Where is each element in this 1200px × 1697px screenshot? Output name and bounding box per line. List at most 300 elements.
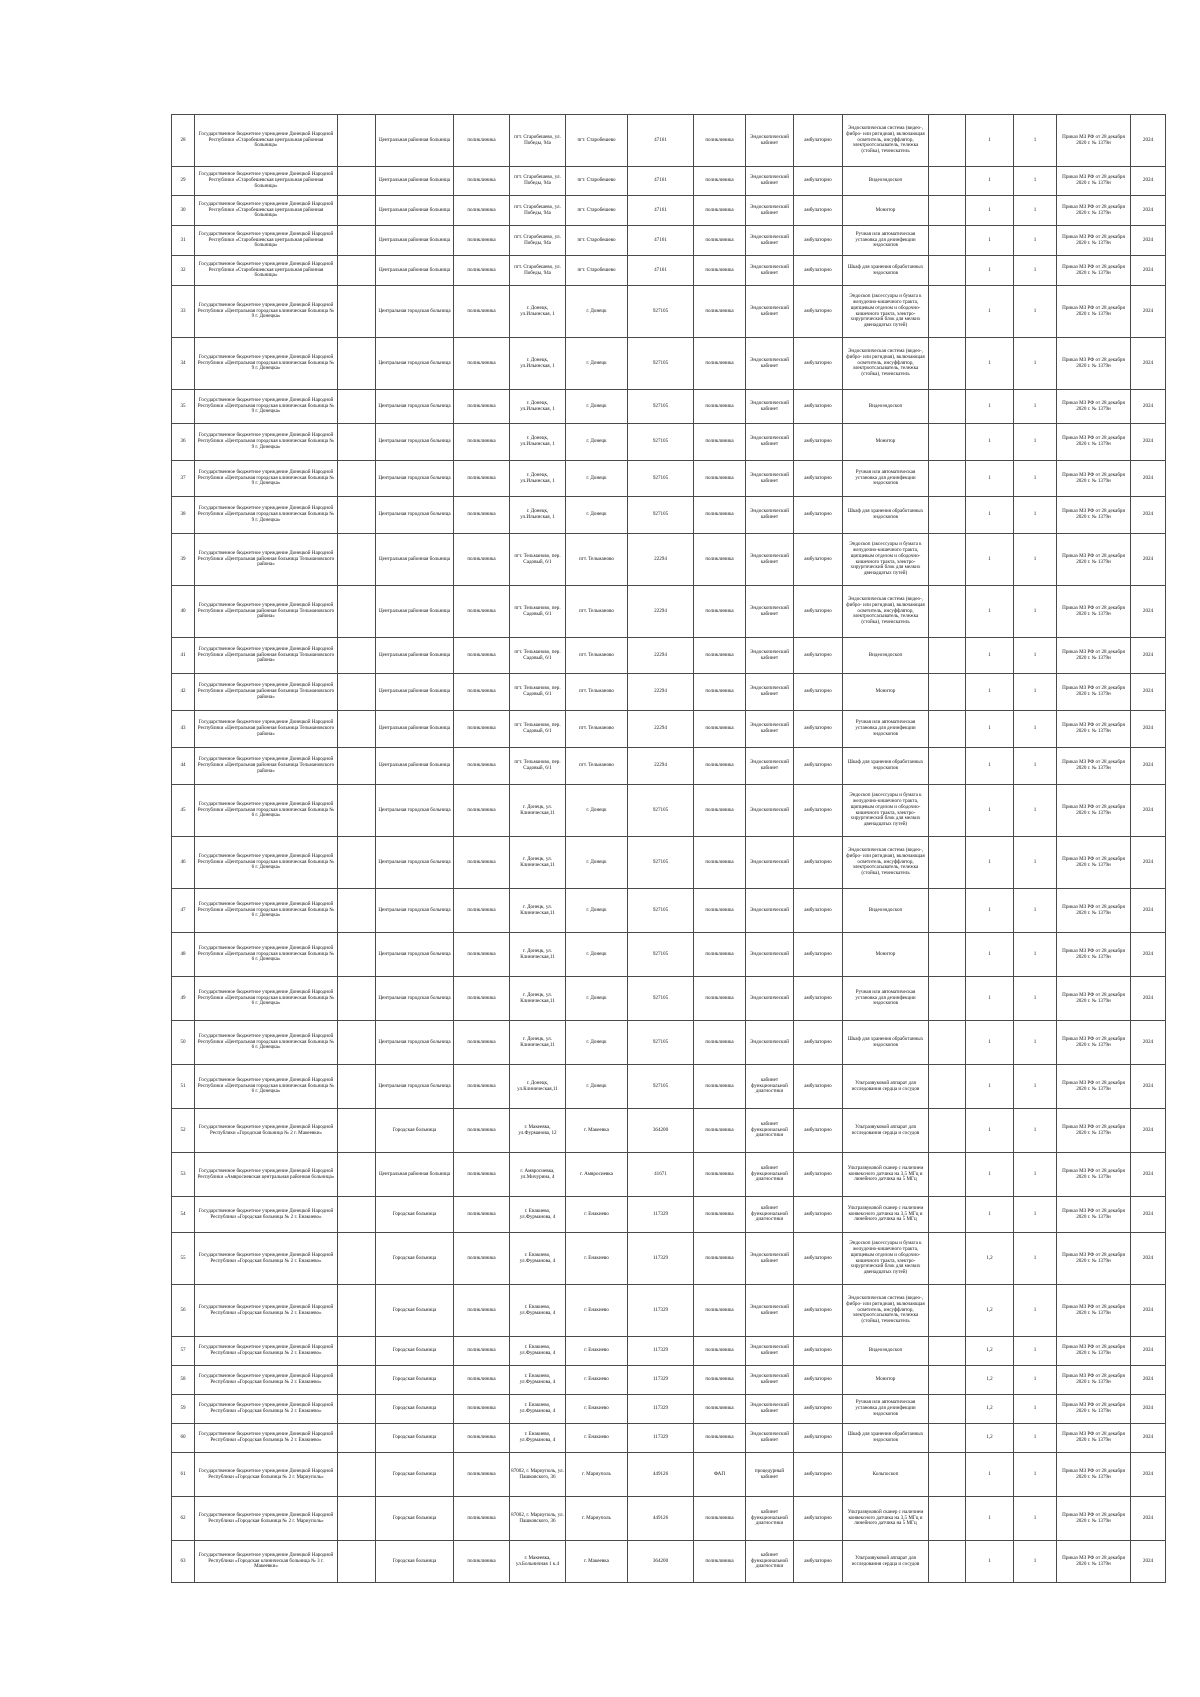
care-condition: амбулаторно <box>794 1497 843 1541</box>
locality: г. Енакиево <box>566 1197 628 1233</box>
equipment-name: Шкаф для хранения обработанных эндоскопов <box>843 497 929 534</box>
quantity-standard: 1 <box>966 115 1014 167</box>
address: пгт. Тельманово, пер. Садовый, 6/1 <box>510 534 566 586</box>
quantity-standard: 1 <box>966 226 1014 256</box>
table-row <box>172 497 1166 534</box>
oktmo-code: 117329 <box>628 1197 694 1233</box>
regulatory-order: Приказ МЗ РФ от 28 декабря 2020 г. № 1379н <box>1057 286 1131 338</box>
subdivision: ФАП <box>694 1453 746 1497</box>
oktmo-code: 927105 <box>628 977 694 1021</box>
row-number: 50 <box>172 1021 195 1065</box>
locality: г. Амвросиевка <box>566 1153 628 1197</box>
row-number: 46 <box>172 837 195 889</box>
cabinet-name: Эндоскопический кабинет <box>746 286 794 338</box>
oktmo-code: 927105 <box>628 837 694 889</box>
cabinet-name: кабинет функциональной диагностики <box>746 1109 794 1153</box>
empty-cell <box>338 1337 376 1366</box>
row-number: 44 <box>172 748 195 785</box>
empty-cell <box>929 977 966 1021</box>
organization-name: Государственное бюджетное учреждение Донецкой Народной Республики «Городская больница № 2 г. Енакиево» <box>195 1197 338 1233</box>
locality: г. Енакиево <box>566 1366 628 1395</box>
address: пгт. Тельманово, пер. Садовый, 6/1 <box>510 711 566 748</box>
oktmo-code: 47161 <box>628 115 694 167</box>
facility-type: Центральная городская больница <box>376 933 454 977</box>
row-number: 56 <box>172 1285 195 1337</box>
cabinet-name: процедурный кабинет <box>746 1453 794 1497</box>
facility-type: Центральная районная больница <box>376 196 454 226</box>
regulatory-order: Приказ МЗ РФ от 28 декабря 2020 г. № 1379н <box>1057 1197 1131 1233</box>
row-number: 59 <box>172 1395 195 1424</box>
facility-type: Городская больница <box>376 1541 454 1583</box>
subdivision: поликлиника <box>694 1285 746 1337</box>
address: г. Енакиево, ул.Фурманова, 4 <box>510 1366 566 1395</box>
locality: г. Мариуполь <box>566 1497 628 1541</box>
oktmo-code: 927105 <box>628 497 694 534</box>
cabinet-name: Эндоскопический кабинет <box>746 1395 794 1424</box>
quantity-required: 1 <box>1014 1197 1057 1233</box>
locality: г. Донецк <box>566 338 628 390</box>
year: 2024 <box>1131 889 1166 933</box>
regulatory-order: Приказ МЗ РФ от 28 декабря 2020 г. № 1379н <box>1057 748 1131 785</box>
care-condition: амбулаторно <box>794 1153 843 1197</box>
unit-form: поликлиника <box>454 1021 510 1065</box>
subdivision: поликлиника <box>694 1153 746 1197</box>
equipment-name: Ручная или автоматическая установка для дезинфекции эндоскопов <box>843 226 929 256</box>
empty-cell <box>338 390 376 424</box>
empty-cell <box>338 167 376 196</box>
oktmo-code: 22294 <box>628 674 694 711</box>
quantity-required: 1 <box>1014 586 1057 638</box>
table-row <box>172 711 1166 748</box>
oktmo-code: 927105 <box>628 286 694 338</box>
regulatory-order: Приказ МЗ РФ от 28 декабря 2020 г. № 1379н <box>1057 1285 1131 1337</box>
subdivision: поликлиника <box>694 338 746 390</box>
oktmo-code: 927105 <box>628 933 694 977</box>
empty-cell <box>929 226 966 256</box>
organization-name: Государственное бюджетное учреждение Донецкой Народной Республики «Старобешевская центральная районная больница» <box>195 167 338 196</box>
equipment-name: Монитор <box>843 674 929 711</box>
table-row <box>172 115 1166 167</box>
unit-form: поликлиника <box>454 534 510 586</box>
care-condition: амбулаторно <box>794 1424 843 1453</box>
quantity-required: 1 <box>1014 1065 1057 1109</box>
cabinet-name: кабинет функциональной диагностики <box>746 1153 794 1197</box>
organization-name: Государственное бюджетное учреждение Донецкой Народной Республики «Городская больница № 2 г. Енакиево» <box>195 1233 338 1285</box>
table-row <box>172 1453 1166 1497</box>
regulatory-order: Приказ МЗ РФ от 28 декабря 2020 г. № 1379н <box>1057 1453 1131 1497</box>
facility-type: Центральная городская больница <box>376 785 454 837</box>
quantity-required: 1 <box>1014 390 1057 424</box>
quantity-required: 1 <box>1014 933 1057 977</box>
regulatory-order: Приказ МЗ РФ от 28 декабря 2020 г. № 1379н <box>1057 1021 1131 1065</box>
address: г. Донецк, ул. Клиническая,11 <box>510 933 566 977</box>
empty-cell <box>338 226 376 256</box>
locality: пгт. Тельманово <box>566 674 628 711</box>
empty-cell <box>929 711 966 748</box>
organization-name: Государственное бюджетное учреждение Донецкой Народной Республики «Центральная городская клиническая больница № 6 г. Донецка» <box>195 977 338 1021</box>
subdivision: поликлиника <box>694 711 746 748</box>
equipment-name: Ультразвуковой сканер с наличием конвексного датчика на 3,5 МГц и линейного датчика на 5 МГц <box>843 1153 929 1197</box>
facility-type: Центральная городская больница <box>376 286 454 338</box>
facility-type: Центральная городская больница <box>376 461 454 497</box>
oktmo-code: 47161 <box>628 196 694 226</box>
table-row <box>172 461 1166 497</box>
organization-name: Государственное бюджетное учреждение Донецкой Народной Республики «Городская больница № 2 г. Енакиево» <box>195 1285 338 1337</box>
row-number: 48 <box>172 933 195 977</box>
year: 2024 <box>1131 256 1166 286</box>
regulatory-order: Приказ МЗ РФ от 28 декабря 2020 г. № 1379н <box>1057 1366 1131 1395</box>
facility-type: Городская больница <box>376 1233 454 1285</box>
row-number: 37 <box>172 461 195 497</box>
empty-cell <box>929 338 966 390</box>
care-condition: амбулаторно <box>794 534 843 586</box>
oktmo-code: 22294 <box>628 711 694 748</box>
quantity-standard: 1 <box>966 837 1014 889</box>
organization-name: Государственное бюджетное учреждение Донецкой Народной Республики «Городская больница № 2 г. Енакиево» <box>195 1366 338 1395</box>
equipment-name: Видеоэндоскоп <box>843 167 929 196</box>
quantity-required: 1 <box>1014 711 1057 748</box>
quantity-required: 1 <box>1014 785 1057 837</box>
cabinet-name: Эндоскопический кабинет <box>746 167 794 196</box>
table-row <box>172 424 1166 461</box>
empty-cell <box>338 1424 376 1453</box>
quantity-standard: 1 <box>966 785 1014 837</box>
year: 2024 <box>1131 711 1166 748</box>
care-condition: амбулаторно <box>794 196 843 226</box>
oktmo-code: 117329 <box>628 1337 694 1366</box>
unit-form: поликлиника <box>454 497 510 534</box>
cabinet-name: Эндоскопический кабинет <box>746 424 794 461</box>
equipment-name: Эндоскоп (аксессуары и бумага к желудочно-кишечного тракта, щипцевым отделом и ободочно-кишечного тракта, электро-хирургический блок для мелких двенадцатых путей) <box>843 534 929 586</box>
locality: пгт. Тельманово <box>566 748 628 785</box>
empty-cell <box>338 256 376 286</box>
unit-form: поликлиника <box>454 586 510 638</box>
organization-name: Государственное бюджетное учреждение Донецкой Народной Республики «Центральная районная больница Тельмановского района» <box>195 674 338 711</box>
empty-cell <box>338 1109 376 1153</box>
empty-cell <box>929 1233 966 1285</box>
unit-form: поликлиника <box>454 1197 510 1233</box>
empty-cell <box>929 837 966 889</box>
row-number: 29 <box>172 167 195 196</box>
empty-cell <box>929 1197 966 1233</box>
quantity-standard: 1 <box>966 338 1014 390</box>
year: 2024 <box>1131 1424 1166 1453</box>
cabinet-name: Эндоскопический кабинет <box>746 338 794 390</box>
unit-form: поликлиника <box>454 785 510 837</box>
organization-name: Государственное бюджетное учреждение Донецкой Народной Республики «Городская клиническая больница № 3 г. Макеевки» <box>195 1541 338 1583</box>
equipment-name: Видеоэндоскоп <box>843 638 929 674</box>
oktmo-code: 927105 <box>628 390 694 424</box>
organization-name: Государственное бюджетное учреждение Донецкой Народной Республики «Центральная городская клиническая больница № 9 г. Донецка» <box>195 286 338 338</box>
table-row <box>172 1109 1166 1153</box>
table-row <box>172 785 1166 837</box>
row-number: 52 <box>172 1109 195 1153</box>
care-condition: амбулаторно <box>794 1021 843 1065</box>
table-row <box>172 1366 1166 1395</box>
row-number: 54 <box>172 1197 195 1233</box>
empty-cell <box>929 586 966 638</box>
table-row <box>172 1021 1166 1065</box>
quantity-standard: 1 <box>966 424 1014 461</box>
care-condition: амбулаторно <box>794 1197 843 1233</box>
cabinet-name: Эндоскопический <box>746 889 794 933</box>
empty-cell <box>338 1541 376 1583</box>
unit-form: поликлиника <box>454 1285 510 1337</box>
oktmo-code: 927105 <box>628 785 694 837</box>
locality: пгт. Старобешево <box>566 196 628 226</box>
care-condition: амбулаторно <box>794 889 843 933</box>
facility-type: Центральная городская больница <box>376 1065 454 1109</box>
regulatory-order: Приказ МЗ РФ от 28 декабря 2020 г. № 1379н <box>1057 167 1131 196</box>
quantity-required: 1 <box>1014 461 1057 497</box>
care-condition: амбулаторно <box>794 638 843 674</box>
quantity-standard: 1 <box>966 748 1014 785</box>
quantity-required: 1 <box>1014 1233 1057 1285</box>
empty-cell <box>929 167 966 196</box>
table-row <box>172 933 1166 977</box>
regulatory-order: Приказ МЗ РФ от 28 декабря 2020 г. № 1379н <box>1057 977 1131 1021</box>
subdivision: поликлиника <box>694 837 746 889</box>
cabinet-name: Эндоскопический кабинет <box>746 534 794 586</box>
quantity-required: 1 <box>1014 1395 1057 1424</box>
regulatory-order: Приказ МЗ РФ от 28 декабря 2020 г. № 1379н <box>1057 586 1131 638</box>
quantity-required: 1 <box>1014 424 1057 461</box>
quantity-standard: 1,2 <box>966 1337 1014 1366</box>
equipment-name: Видеоэндоскоп <box>843 1337 929 1366</box>
care-condition: амбулаторно <box>794 933 843 977</box>
organization-name: Государственное бюджетное учреждение Донецкой Народной Республики «Городская больница № 2 г. Мариуполь» <box>195 1453 338 1497</box>
year: 2024 <box>1131 424 1166 461</box>
locality: пгт. Старобешево <box>566 226 628 256</box>
address: пгт. Тельманово, пер. Садовый, 6/1 <box>510 748 566 785</box>
care-condition: амбулаторно <box>794 1366 843 1395</box>
row-number: 30 <box>172 196 195 226</box>
table-row <box>172 638 1166 674</box>
regulatory-order: Приказ МЗ РФ от 28 декабря 2020 г. № 1379н <box>1057 785 1131 837</box>
locality: г. Донецк <box>566 497 628 534</box>
regulatory-order: Приказ МЗ РФ от 28 декабря 2020 г. № 1379н <box>1057 1065 1131 1109</box>
organization-name: Государственное бюджетное учреждение Донецкой Народной Республики «Центральная городская клиническая больница № 9 г. Донецка» <box>195 461 338 497</box>
quantity-required: 1 <box>1014 1337 1057 1366</box>
cabinet-name: Эндоскопический кабинет <box>746 674 794 711</box>
row-number: 28 <box>172 115 195 167</box>
care-condition: амбулаторно <box>794 338 843 390</box>
oktmo-code: 449126 <box>628 1497 694 1541</box>
care-condition: амбулаторно <box>794 837 843 889</box>
equipment-name: Шкаф для хранения обработанных эндоскопов <box>843 1424 929 1453</box>
equipment-name: Монитор <box>843 424 929 461</box>
quantity-required: 1 <box>1014 1541 1057 1583</box>
empty-cell <box>338 196 376 226</box>
quantity-standard: 1 <box>966 390 1014 424</box>
address: г. Донецк, ул. Клиническая,11 <box>510 785 566 837</box>
cabinet-name: Эндоскопический <box>746 933 794 977</box>
table-row <box>172 390 1166 424</box>
equipment-name: Эндоскопическая система (видео-, фибро- или ригидная), включающая осветитель, инсуффлятор, электроотсасыватель, тележка (стойка), течеискатель <box>843 1285 929 1337</box>
quantity-required: 1 <box>1014 256 1057 286</box>
quantity-required: 1 <box>1014 286 1057 338</box>
locality: г. Мариуполь <box>566 1453 628 1497</box>
quantity-standard: 1 <box>966 1453 1014 1497</box>
facility-type: Центральная городская больница <box>376 889 454 933</box>
quantity-standard: 1 <box>966 256 1014 286</box>
address: пгт. Тельманово, пер. Садовый, 6/1 <box>510 674 566 711</box>
oktmo-code: 47161 <box>628 167 694 196</box>
cabinet-name: Эндоскопический кабинет <box>746 196 794 226</box>
unit-form: поликлиника <box>454 711 510 748</box>
cabinet-name: кабинет функциональной диагностики <box>746 1197 794 1233</box>
regulatory-order: Приказ МЗ РФ от 28 декабря 2020 г. № 1379н <box>1057 338 1131 390</box>
care-condition: амбулаторно <box>794 1233 843 1285</box>
oktmo-code: 47161 <box>628 256 694 286</box>
empty-cell <box>338 711 376 748</box>
unit-form: поликлиника <box>454 1109 510 1153</box>
empty-cell <box>929 286 966 338</box>
quantity-required: 1 <box>1014 534 1057 586</box>
facility-type: Центральная районная больница <box>376 1153 454 1197</box>
equipment-name: Эндоскопическая система (видео-, фибро- или ригидная), включающая осветитель, инсуффлятор, электроотсасыватель, тележка (стойка), течеискатель <box>843 837 929 889</box>
locality: г. Донецк <box>566 933 628 977</box>
row-number: 31 <box>172 226 195 256</box>
equipment-name: Ручная или автоматическая установка для дезинфекции эндоскопов <box>843 711 929 748</box>
subdivision: поликлиника <box>694 1021 746 1065</box>
quantity-standard: 1 <box>966 889 1014 933</box>
subdivision: поликлиника <box>694 1424 746 1453</box>
regulatory-order: Приказ МЗ РФ от 28 декабря 2020 г. № 1379н <box>1057 674 1131 711</box>
care-condition: амбулаторно <box>794 674 843 711</box>
oktmo-code: 22294 <box>628 748 694 785</box>
unit-form: поликлиника <box>454 226 510 256</box>
oktmo-code: 117329 <box>628 1285 694 1337</box>
subdivision: поликлиника <box>694 1541 746 1583</box>
equipment-name: Монитор <box>843 196 929 226</box>
year: 2024 <box>1131 390 1166 424</box>
empty-cell <box>929 1541 966 1583</box>
year: 2024 <box>1131 933 1166 977</box>
quantity-required: 1 <box>1014 1021 1057 1065</box>
cabinet-name: кабинет функциональной диагностики <box>746 1497 794 1541</box>
care-condition: амбулаторно <box>794 256 843 286</box>
facility-type: Центральная районная больница <box>376 586 454 638</box>
unit-form: поликлиника <box>454 674 510 711</box>
cabinet-name: Эндоскопический кабинет <box>746 586 794 638</box>
address: пгт. Старобешево, ул. Победы, 94а <box>510 226 566 256</box>
address: г. Донецк, ул.Ильинская, 1 <box>510 461 566 497</box>
organization-name: Государственное бюджетное учреждение Донецкой Народной Республики «Центральная районная больница Тельмановского района» <box>195 586 338 638</box>
cabinet-name: Эндоскопический <box>746 785 794 837</box>
cabinet-name: Эндоскопический кабинет <box>746 115 794 167</box>
locality: г. Донецк <box>566 461 628 497</box>
address: г. Донецк, ул.Ильинская, 1 <box>510 424 566 461</box>
subdivision: поликлиника <box>694 256 746 286</box>
quantity-required: 1 <box>1014 226 1057 256</box>
quantity-standard: 1 <box>966 1153 1014 1197</box>
year: 2024 <box>1131 1233 1166 1285</box>
care-condition: амбулаторно <box>794 497 843 534</box>
empty-cell <box>338 674 376 711</box>
year: 2024 <box>1131 461 1166 497</box>
table-row <box>172 977 1166 1021</box>
unit-form: поликлиника <box>454 1366 510 1395</box>
empty-cell <box>338 1395 376 1424</box>
empty-cell <box>929 256 966 286</box>
oktmo-code: 22294 <box>628 534 694 586</box>
equipment-name: Ультразвуковой аппарат для исследования сердца и сосудов <box>843 1541 929 1583</box>
empty-cell <box>929 196 966 226</box>
oktmo-code: 41671 <box>628 1153 694 1197</box>
subdivision: поликлиника <box>694 115 746 167</box>
quantity-required: 1 <box>1014 837 1057 889</box>
row-number: 47 <box>172 889 195 933</box>
subdivision: поликлиника <box>694 534 746 586</box>
oktmo-code: 117329 <box>628 1395 694 1424</box>
year: 2024 <box>1131 1497 1166 1541</box>
unit-form: поликлиника <box>454 933 510 977</box>
row-number: 61 <box>172 1453 195 1497</box>
row-number: 40 <box>172 586 195 638</box>
facility-type: Городская больница <box>376 1497 454 1541</box>
address: г. Енакиево, ул.Фурманова, 4 <box>510 1337 566 1366</box>
equipment-name: Эндоскоп (аксессуары и бумага к желудочно-кишечного тракта, щипцевым отделом и ободочно-кишечного тракта, электро-хирургический блок для мелких двенадцатых путей) <box>843 286 929 338</box>
table-row <box>172 1285 1166 1337</box>
equipment-name: Ультразвуковой аппарат для исследования сердца и сосудов <box>843 1065 929 1109</box>
locality: пгт. Тельманово <box>566 534 628 586</box>
facility-type: Городская больница <box>376 1285 454 1337</box>
care-condition: амбулаторно <box>794 785 843 837</box>
cabinet-name: Эндоскопический кабинет <box>746 748 794 785</box>
table-row <box>172 1541 1166 1583</box>
address: г. Донецк, ул.Ильинская, 1 <box>510 338 566 390</box>
care-condition: амбулаторно <box>794 1453 843 1497</box>
empty-cell <box>338 115 376 167</box>
year: 2024 <box>1131 1065 1166 1109</box>
regulatory-order: Приказ МЗ РФ от 28 декабря 2020 г. № 1379н <box>1057 534 1131 586</box>
row-number: 42 <box>172 674 195 711</box>
care-condition: амбулаторно <box>794 286 843 338</box>
subdivision: поликлиника <box>694 196 746 226</box>
cabinet-name: Эндоскопический кабинет <box>746 390 794 424</box>
equipment-name: Эндоскопическая система (видео-, фибро- или ригидная), включающая осветитель, инсуффлятор, электроотсасыватель, тележка (стойка), течеискатель <box>843 338 929 390</box>
quantity-standard: 1,2 <box>966 1285 1014 1337</box>
equipment-name: Ультразвуковой сканер с наличием конвексного датчика на 3,5 МГц и линейного датчика на 5 МГц <box>843 1497 929 1541</box>
empty-cell <box>338 461 376 497</box>
subdivision: поликлиника <box>694 889 746 933</box>
organization-name: Государственное бюджетное учреждение Донецкой Народной Республики «Центральная городская клиническая больница № 6 г. Донецка» <box>195 933 338 977</box>
quantity-standard: 1 <box>966 1541 1014 1583</box>
quantity-standard: 1 <box>966 711 1014 748</box>
quantity-required: 1 <box>1014 1285 1057 1337</box>
oktmo-code: 47161 <box>628 226 694 256</box>
care-condition: амбулаторно <box>794 1541 843 1583</box>
locality: г. Донецк <box>566 1021 628 1065</box>
oktmo-code: 927105 <box>628 889 694 933</box>
quantity-standard: 1 <box>966 1021 1014 1065</box>
quantity-standard: 1 <box>966 674 1014 711</box>
empty-cell <box>929 1153 966 1197</box>
unit-form: поликлиника <box>454 424 510 461</box>
equipment-name: Эндоскоп (аксессуары и бумага к желудочно-кишечного тракта, щипцевым отделом и ободочно-кишечного тракта, электро-хирургический блок для мелких двенадцатых путей) <box>843 1233 929 1285</box>
quantity-required: 1 <box>1014 1453 1057 1497</box>
subdivision: поликлиника <box>694 497 746 534</box>
table-row <box>172 196 1166 226</box>
regulatory-order: Приказ МЗ РФ от 28 декабря 2020 г. № 1379н <box>1057 933 1131 977</box>
facility-type: Центральная районная больница <box>376 534 454 586</box>
quantity-standard: 1 <box>966 461 1014 497</box>
quantity-standard: 1 <box>966 933 1014 977</box>
row-number: 33 <box>172 286 195 338</box>
oktmo-code: 927105 <box>628 461 694 497</box>
cabinet-name: Эндоскопический кабинет <box>746 461 794 497</box>
